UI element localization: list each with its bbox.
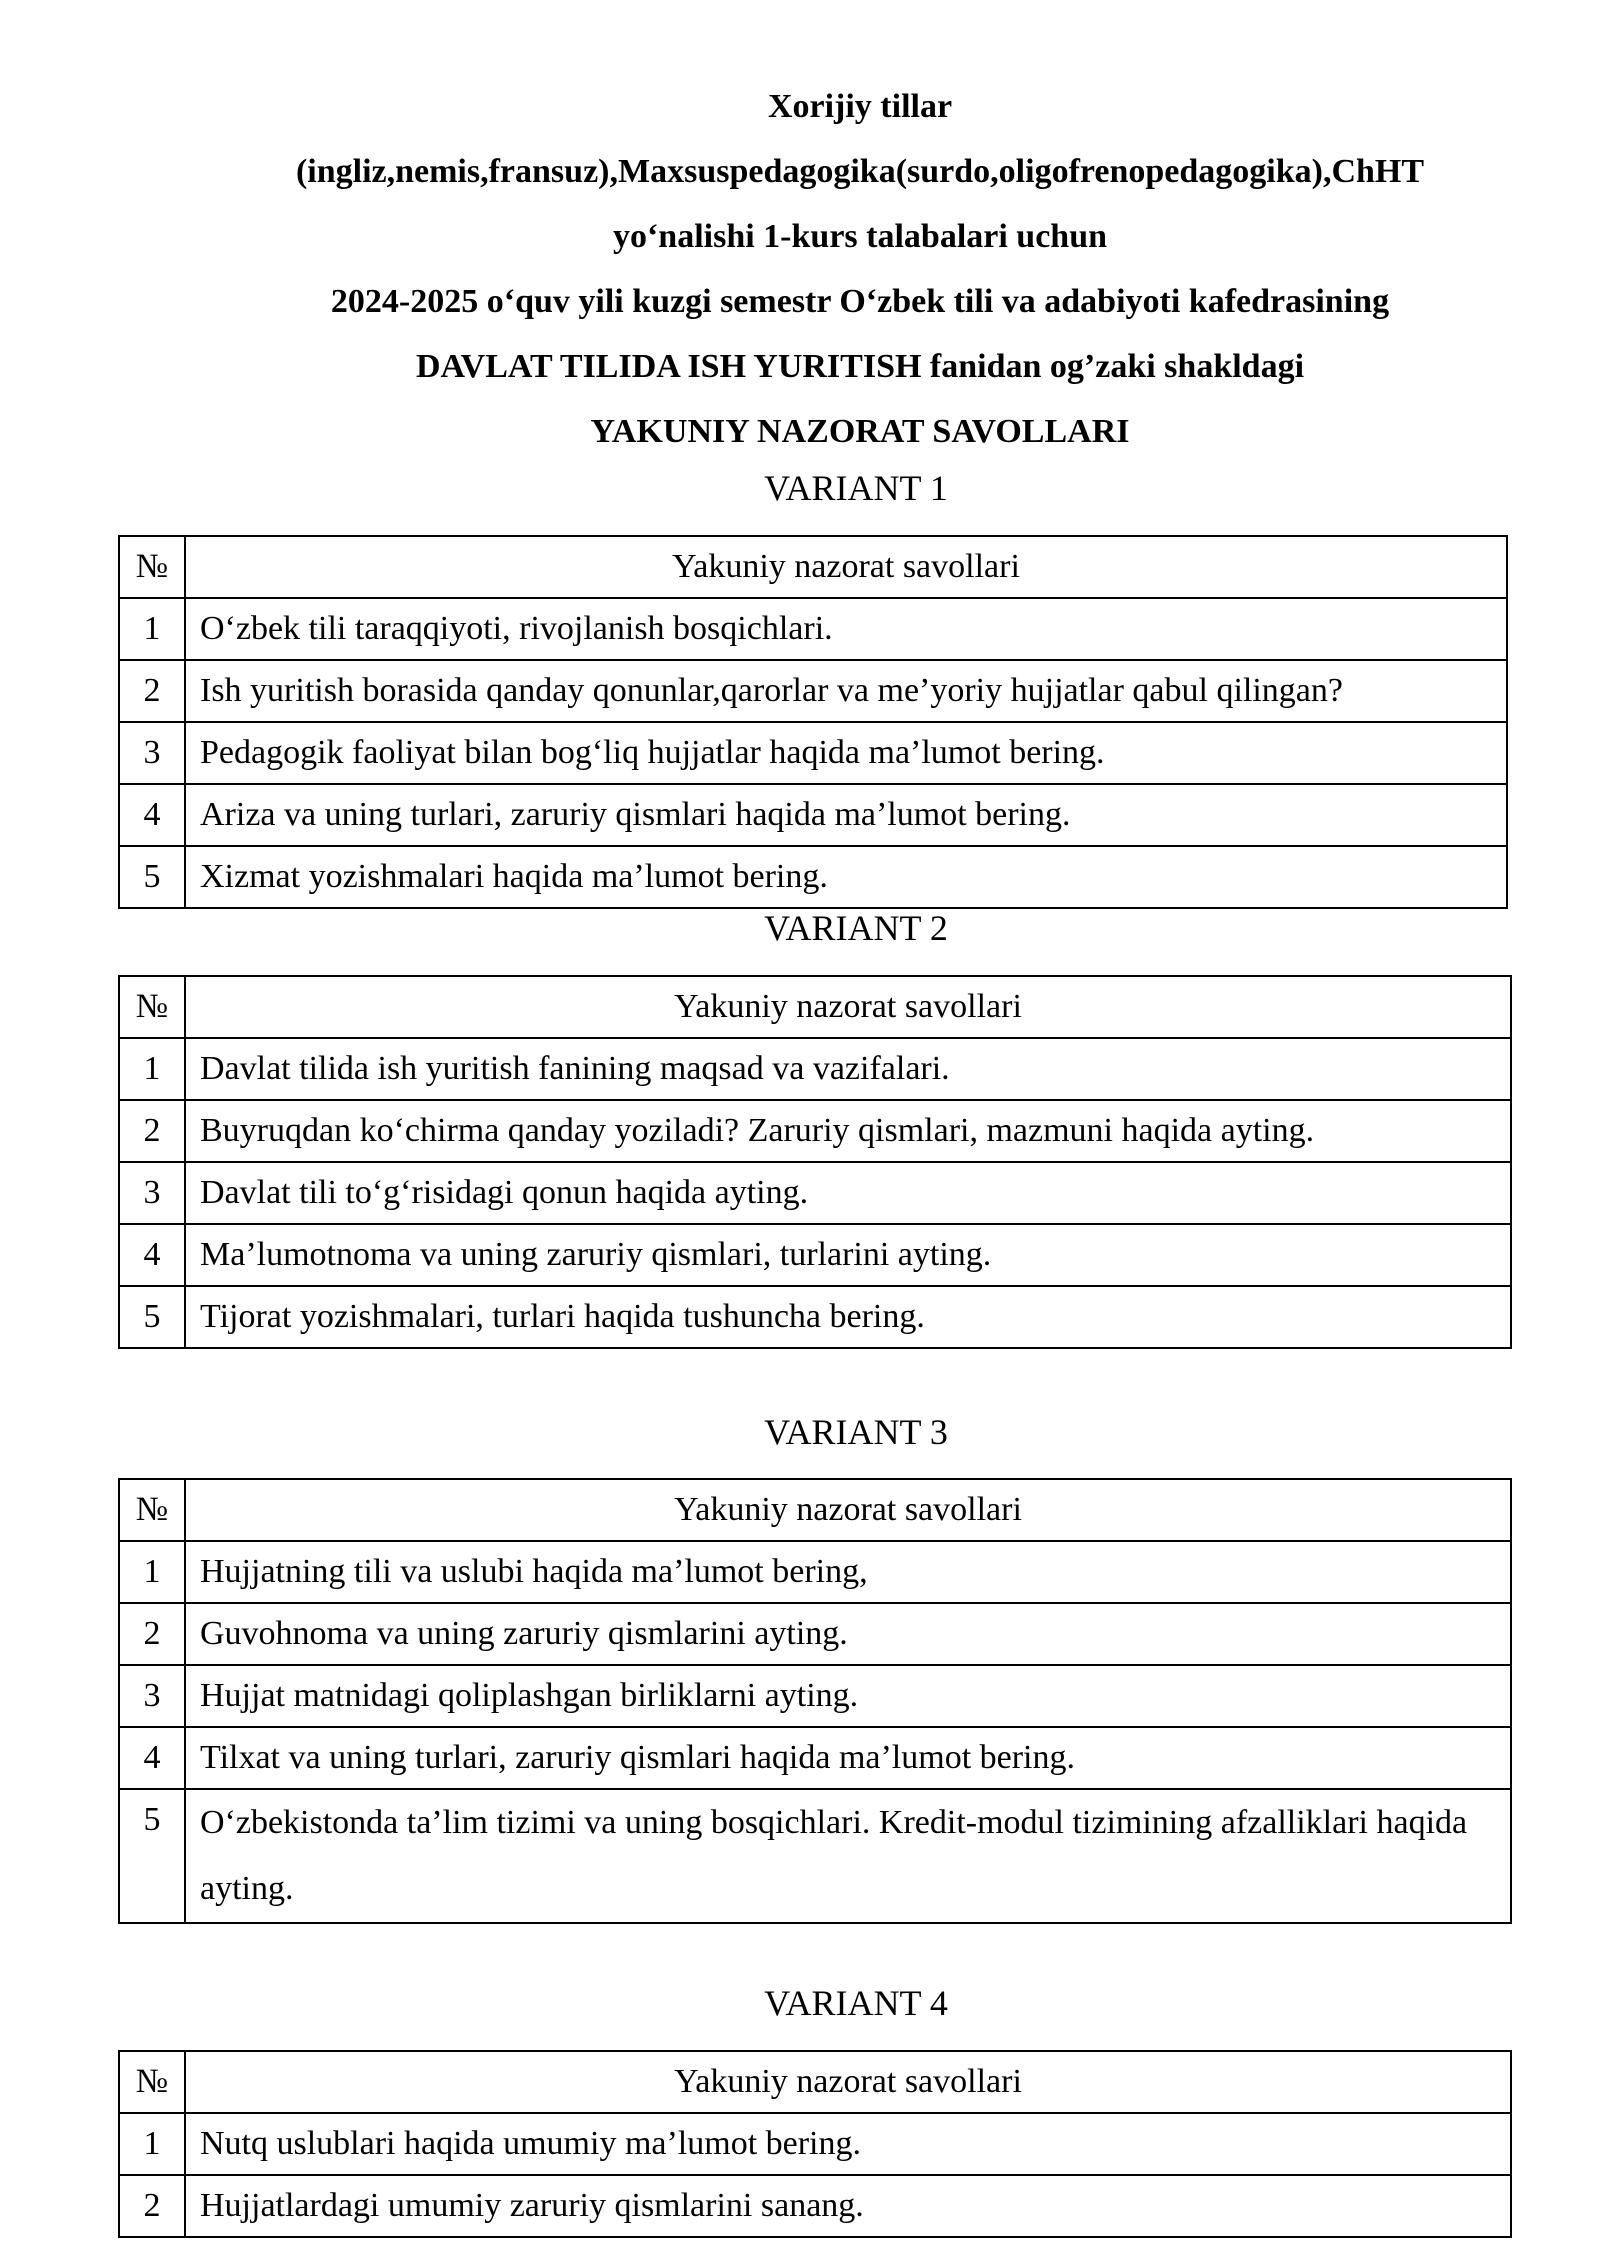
row-number: 2: [119, 1100, 185, 1162]
table-row: [119, 1541, 1511, 1603]
row-number: 4: [119, 784, 185, 846]
table-row: [119, 1100, 1511, 1162]
question-text: Ariza va uning turlari, zaruriy qismlari haqida ma’lumot bering.: [185, 784, 1507, 846]
question-text: Davlat tilida ish yuritish fanining maqsad va vazifalari.: [185, 1038, 1511, 1100]
row-number: 1: [119, 1038, 185, 1100]
column-question-header: Yakuniy nazorat savollari: [185, 976, 1511, 1038]
table-header-row: [119, 1479, 1511, 1541]
header-line-2: (ingliz,nemis,fransuz),Maxsuspedagogika(surdo,oligofrenopedagogika),ChHT: [295, 153, 1425, 190]
table-row: [119, 1224, 1511, 1286]
question-text: Tilxat va uning turlari, zaruriy qismlari haqida ma’lumot bering.: [185, 1727, 1511, 1789]
table-row: [119, 1789, 1511, 1923]
variant-1-title: VARIANT 1: [764, 468, 948, 508]
header-line-4: 2024-2025 o‘quv yili kuzgi semestr O‘zbek tili va adabiyoti kafedrasining: [330, 283, 1390, 320]
question-text: Davlat tili to‘g‘risidagi qonun haqida ayting.: [185, 1162, 1511, 1224]
row-number: 4: [119, 1224, 185, 1286]
row-number: 5: [119, 1789, 185, 1923]
row-number: 5: [119, 1286, 185, 1348]
row-number: 1: [119, 598, 185, 660]
column-number-header: №: [119, 2051, 185, 2113]
variant-2-table: [118, 975, 1512, 1349]
table-row: [119, 1665, 1511, 1727]
question-text: Tijorat yozishmalari, turlari haqida tushuncha bering.: [185, 1286, 1511, 1348]
table-header-row: [119, 536, 1507, 598]
variant-3-title: VARIANT 3: [764, 1412, 948, 1452]
header-line-5: DAVLAT TILIDA ISH YURITISH fanidan og’zaki shakldagi: [415, 348, 1305, 385]
table-row: [119, 846, 1507, 908]
variant-4-table: [118, 2050, 1512, 2238]
question-text: Nutq uslublari haqida umumiy ma’lumot bering.: [185, 2113, 1511, 2175]
column-question-header: Yakuniy nazorat savollari: [185, 1479, 1511, 1541]
column-number-header: №: [119, 536, 185, 598]
table-row: [119, 722, 1507, 784]
document-header: [170, 74, 1550, 464]
row-number: 1: [119, 2113, 185, 2175]
table-row: [119, 2175, 1511, 2237]
variant-3-table: [118, 1478, 1512, 1924]
row-number: 3: [119, 1665, 185, 1727]
table-header-row: [119, 976, 1511, 1038]
header-line-6: YAKUNIY NAZORAT SAVOLLARI: [590, 413, 1130, 450]
row-number: 1: [119, 1541, 185, 1603]
question-text: Hujjatlardagi umumiy zaruriy qismlarini sanang.: [185, 2175, 1511, 2237]
header-line-3: yo‘nalishi 1-kurs talabalari uchun: [612, 218, 1108, 255]
column-number-header: №: [119, 1479, 185, 1541]
question-text: Guvohnoma va uning zaruriy qismlarini ayting.: [185, 1603, 1511, 1665]
row-number: 2: [119, 660, 185, 722]
table-row: [119, 1286, 1511, 1348]
table-row: [119, 1727, 1511, 1789]
table-row: [119, 1162, 1511, 1224]
column-number-header: №: [119, 976, 185, 1038]
row-number: 4: [119, 1727, 185, 1789]
table-header-row: [119, 2051, 1511, 2113]
question-text: Pedagogik faoliyat bilan bog‘liq hujjatlar haqida ma’lumot bering.: [185, 722, 1507, 784]
question-text: Buyruqdan ko‘chirma qanday yoziladi? Zaruriy qismlari, mazmuni haqida ayting.: [185, 1100, 1511, 1162]
variant-4-title: VARIANT 4: [764, 1983, 948, 2023]
row-number: 2: [119, 1603, 185, 1665]
row-number: 3: [119, 1162, 185, 1224]
question-text: Hujjat matnidagi qoliplashgan birliklarni ayting.: [185, 1665, 1511, 1727]
table-row: [119, 2113, 1511, 2175]
row-number: 3: [119, 722, 185, 784]
question-text: Ish yuritish borasida qanday qonunlar,qarorlar va me’yoriy hujjatlar qabul qilingan?: [185, 660, 1507, 722]
row-number: 2: [119, 2175, 185, 2237]
question-text: Hujjatning tili va uslubi haqida ma’lumot bering,: [185, 1541, 1511, 1603]
column-question-header: Yakuniy nazorat savollari: [185, 536, 1507, 598]
table-row: [119, 598, 1507, 660]
variant-1-table: [118, 535, 1508, 909]
column-question-header: Yakuniy nazorat savollari: [185, 2051, 1511, 2113]
table-row: [119, 1038, 1511, 1100]
table-row: [119, 784, 1507, 846]
header-line-1: Xorijiy tillar: [767, 88, 953, 125]
question-text: O‘zbekistonda ta’lim tizimi va uning bosqichlari. Kredit-modul tizimining afzalliklari haqida ayting.: [185, 1789, 1511, 1923]
question-text: O‘zbek tili taraqqiyoti, rivojlanish bosqichlari.: [185, 598, 1507, 660]
table-row: [119, 1603, 1511, 1665]
question-text: Ma’lumotnoma va uning zaruriy qismlari, turlarini ayting.: [185, 1224, 1511, 1286]
table-row: [119, 660, 1507, 722]
variant-2-title: VARIANT 2: [764, 908, 948, 948]
question-text: Xizmat yozishmalari haqida ma’lumot bering.: [185, 846, 1507, 908]
row-number: 5: [119, 846, 185, 908]
